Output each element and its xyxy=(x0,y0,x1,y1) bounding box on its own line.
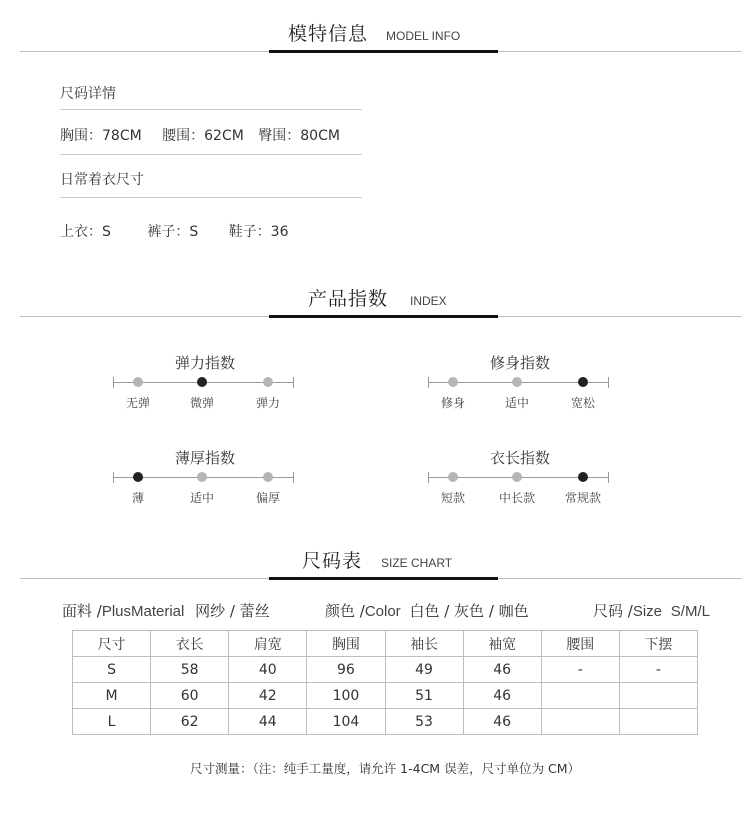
index-label: 微弹 xyxy=(189,396,214,410)
index-label: 适中 xyxy=(504,396,529,410)
material-spec: 面料 /PlusMaterial 网纱 / 蕾丝 xyxy=(62,602,270,620)
table-cell: 60 xyxy=(151,683,229,709)
table-row xyxy=(73,709,698,735)
index-label: 适中 xyxy=(189,491,214,505)
model-info-title: 模特信息 xyxy=(288,23,369,45)
size-chart-header xyxy=(0,539,750,579)
index-subtitle: INDEX xyxy=(410,294,447,308)
table-cell: S xyxy=(73,657,151,683)
index-dot xyxy=(512,472,522,482)
index-dot xyxy=(448,377,458,387)
table-row xyxy=(73,683,698,709)
index-label: 宽松 xyxy=(570,396,595,410)
table-cell: 40 xyxy=(229,657,307,683)
measurements-row xyxy=(60,125,362,145)
measurement-note: 尺寸测量：（注：纯手工量度，请允许 1-4CM 误差，尺寸单位为 CM） xyxy=(189,761,581,776)
index-dot xyxy=(448,472,458,482)
table-cell: 96 xyxy=(307,657,385,683)
header-accent-bar xyxy=(269,577,498,580)
table-cell: 44 xyxy=(229,709,307,735)
index-name: 衣长指数 xyxy=(489,449,550,467)
table-header-cell: 胸围 xyxy=(307,631,385,657)
waist-measurement: 腰围：62CM xyxy=(162,128,244,144)
table-header-cell: 腰围 xyxy=(541,631,619,657)
index-dot xyxy=(263,377,273,387)
index-label: 中长款 xyxy=(498,491,535,505)
index-header xyxy=(0,277,750,317)
table-header-cell: 袖宽 xyxy=(463,631,541,657)
index-dot-selected xyxy=(133,472,143,482)
table-cell xyxy=(541,709,619,735)
index-name: 薄厚指数 xyxy=(174,449,235,467)
table-cell: 100 xyxy=(307,683,385,709)
model-info-subtitle: MODEL INFO xyxy=(386,29,461,43)
info-divider xyxy=(60,154,362,155)
index-label: 弹力 xyxy=(255,396,280,410)
size-spec: 尺码 /Size S/M/L xyxy=(593,602,710,620)
track-end-tick xyxy=(113,472,114,483)
track-end-tick xyxy=(293,377,294,388)
track-end-tick xyxy=(608,472,609,483)
index-name: 弹力指数 xyxy=(174,354,235,372)
size-table xyxy=(72,630,698,735)
daily-sizes-row xyxy=(60,221,362,241)
table-cell: 46 xyxy=(463,683,541,709)
table-cell: - xyxy=(619,657,697,683)
index-dot xyxy=(512,377,522,387)
info-divider xyxy=(60,109,362,110)
table-row xyxy=(73,657,698,683)
index-title: 产品指数 xyxy=(308,288,389,310)
table-cell: M xyxy=(73,683,151,709)
table-cell: 46 xyxy=(463,657,541,683)
index-name: 修身指数 xyxy=(489,354,550,372)
table-cell: 53 xyxy=(385,709,463,735)
index-dot xyxy=(133,377,143,387)
table-cell: 104 xyxy=(307,709,385,735)
table-cell xyxy=(541,683,619,709)
table-header-cell: 肩宽 xyxy=(229,631,307,657)
table-header-cell: 尺寸 xyxy=(73,631,151,657)
size-chart-title: 尺码表 xyxy=(302,550,363,572)
shoe-size: 鞋子：36 xyxy=(228,224,289,240)
table-header-cell: 下摆 xyxy=(619,631,697,657)
table-cell: 42 xyxy=(229,683,307,709)
track-end-tick xyxy=(428,377,429,388)
bust-measurement: 胸围：78CM xyxy=(60,128,142,144)
info-divider xyxy=(60,197,362,198)
daily-size-heading: 日常着衣尺寸 xyxy=(60,172,144,188)
index-dot-selected xyxy=(578,377,588,387)
table-cell xyxy=(619,683,697,709)
index-label: 薄 xyxy=(131,491,144,505)
table-cell xyxy=(619,709,697,735)
size-chart-subtitle: SIZE CHART xyxy=(381,556,453,570)
table-cell: 62 xyxy=(151,709,229,735)
index-dot xyxy=(197,472,207,482)
table-header-row xyxy=(73,631,698,657)
index-dot xyxy=(263,472,273,482)
index-dot-selected xyxy=(578,472,588,482)
index-label: 短款 xyxy=(440,491,465,505)
index-label: 修身 xyxy=(440,396,465,410)
track-end-tick xyxy=(293,472,294,483)
top-size: 上衣：S xyxy=(60,224,111,240)
size-details-heading: 尺码详情 xyxy=(60,86,116,102)
track-end-tick xyxy=(608,377,609,388)
table-cell: 51 xyxy=(385,683,463,709)
table-cell: 49 xyxy=(385,657,463,683)
index-label: 常规款 xyxy=(564,491,601,505)
model-info-header xyxy=(0,12,750,52)
table-cell: - xyxy=(541,657,619,683)
table-header-cell: 衣长 xyxy=(151,631,229,657)
track-end-tick xyxy=(113,377,114,388)
pants-size: 裤子：S xyxy=(147,224,199,240)
table-cell: L xyxy=(73,709,151,735)
hip-measurement: 臀围：80CM xyxy=(258,128,340,144)
track-end-tick xyxy=(428,472,429,483)
table-cell: 46 xyxy=(463,709,541,735)
index-label: 偏厚 xyxy=(255,491,280,505)
table-cell: 58 xyxy=(151,657,229,683)
color-spec: 颜色 /Color 白色 / 灰色 / 咖色 xyxy=(325,602,529,620)
header-accent-bar xyxy=(269,315,498,318)
table-header-cell: 袖长 xyxy=(385,631,463,657)
index-dot-selected xyxy=(197,377,207,387)
header-accent-bar xyxy=(269,50,498,53)
index-label: 无弹 xyxy=(125,396,150,410)
